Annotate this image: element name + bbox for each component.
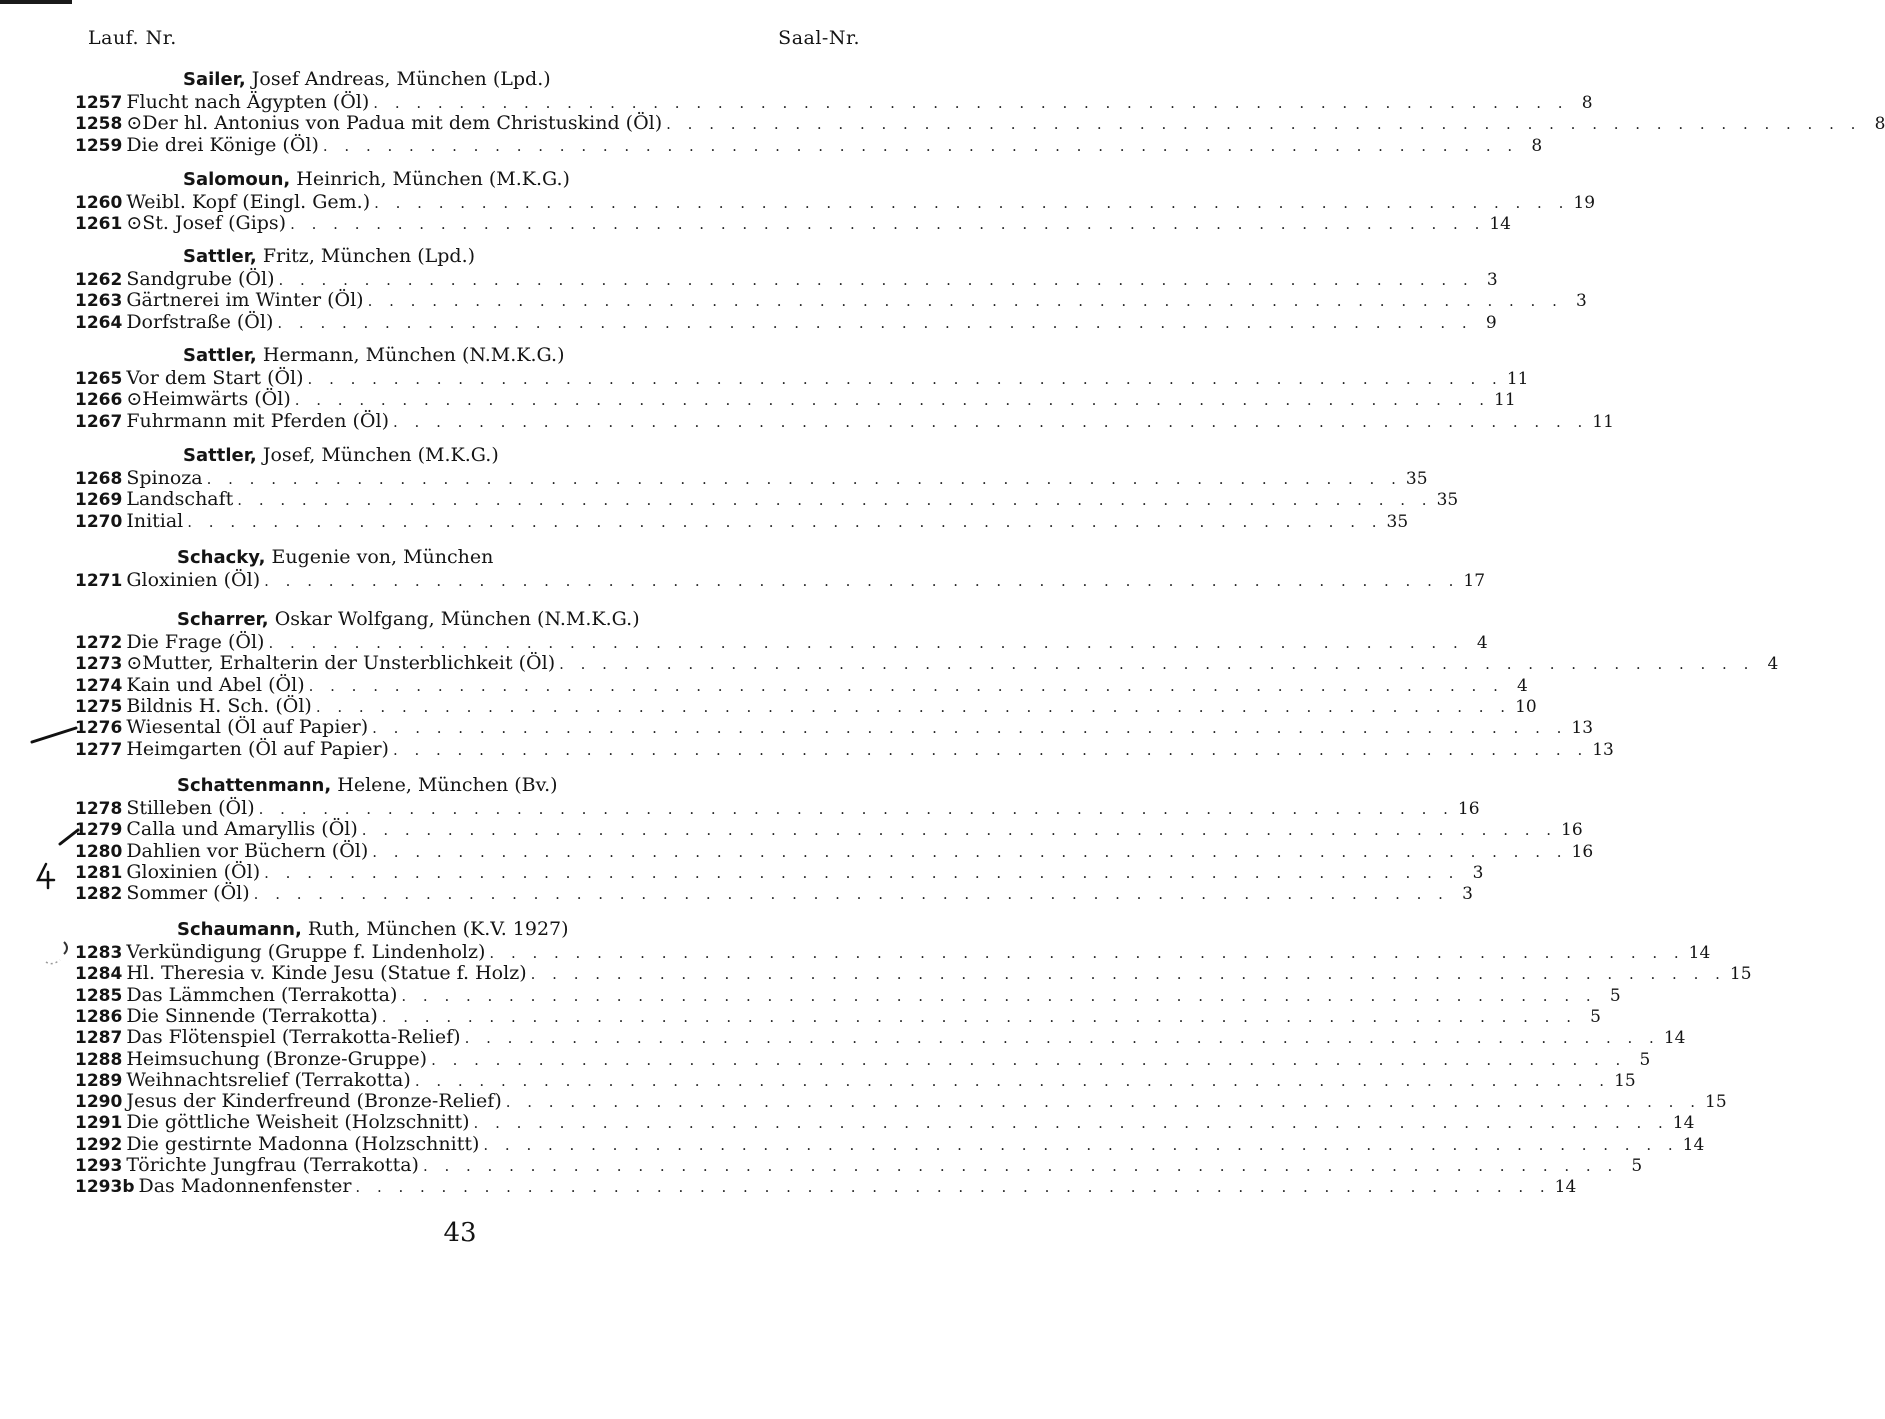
room-number: 13	[1592, 740, 1614, 760]
entry-title: Flucht nach Ägypten (Öl)	[126, 91, 370, 113]
entry-title: Heimsuchung (Bronze-Gruppe)	[126, 1048, 428, 1070]
entry-number: 1274	[75, 676, 123, 696]
entry-number: 1262	[75, 270, 123, 290]
entry-title: Törichte Jungfrau (Terrakotta)	[126, 1154, 419, 1176]
entry-title: Weibl. Kopf (Eingl. Gem.)	[126, 191, 371, 213]
room-number: 5	[1609, 986, 1621, 1006]
entry-title: Die gestirnte Madonna (Holzschnitt)	[126, 1133, 480, 1155]
room-number: 14	[1682, 1135, 1705, 1155]
entry-title: Wiesental (Öl auf Papier)	[126, 716, 369, 738]
entry-title: Dorfstraße (Öl)	[126, 311, 274, 333]
artist-name: Sailer,	[183, 69, 246, 90]
catalog-entry	[75, 367, 1529, 389]
dot-leader: . . . . . . . . . . . . . . . . . . . . . . . . . . . . . . . . . . . . . . . . . . . . . . . . . . . . . . . .	[355, 1178, 1551, 1196]
entry-number: 1273	[75, 654, 123, 674]
catalog-entry	[75, 112, 1885, 134]
dot-leader: . . . . . . . . . . . . . . . . . . . . . . . . . . . . . . . . . . . . . . . . . . . . . . . . . . . . . . . .	[393, 413, 1589, 431]
room-number: 14	[1688, 943, 1711, 963]
entry-title: Hl. Theresia v. Kinde Jesu (Statue f. Holz)	[126, 962, 527, 984]
catalog-entry	[75, 91, 1593, 113]
entry-number: 1287	[75, 1028, 123, 1048]
dot-leader: . . . . . . . . . . . . . . . . . . . . . . . . . . . . . . . . . . . . . . . . . . . . . . . . . . . . . . . .	[237, 491, 1433, 509]
catalog-entry	[75, 840, 1594, 862]
room-number: 3	[1486, 270, 1498, 290]
room-number: 35	[1405, 469, 1428, 489]
entry-number: 1293	[75, 1156, 123, 1176]
entry-title: ⊙Mutter, Erhalterin der Unsterblichkeit (Öl)	[126, 652, 556, 674]
entry-title: Gloxinien (Öl)	[126, 569, 261, 591]
entry-number: 1285	[75, 986, 123, 1006]
dot-leader: . . . . . . . . . . . . . . . . . . . . . . . . . . . . . . . . . . . . . . . . . . . . . . . . . . . . . . . .	[187, 513, 1383, 531]
catalog-entry	[75, 410, 1614, 432]
artist-name: Sattler,	[183, 445, 257, 466]
room-number: 11	[1592, 412, 1614, 432]
dot-leader: . . . . . . . . . . . . . . . . . . . . . . . . . . . . . . . . . . . . . . . . . . . . . . . . . . . . . . . .	[264, 572, 1460, 590]
dot-leader: . . . . . . . . . . . . . . . . . . . . . . . . . . . . . . . . . . . . . . . . . . . . . . . . . . . . . . . .	[315, 698, 1512, 716]
dot-leader: . . . . . . . . . . . . . . . . . . . . . . . . . . . . . . . . . . . . . . . . . . . . . . . . . . . . . . . .	[258, 800, 1454, 818]
room-number: 5	[1639, 1050, 1651, 1070]
dot-leader: . . . . . . . . . . . . . . . . . . . . . . . . . . . . . . . . . . . . . . . . . . . . . . . . . . . . . . . .	[422, 1157, 1619, 1175]
dot-leader: . . . . . . . . . . . . . . . . . . . . . . . . . . . . . . . . . . . . . . . . . . . . . . . . . . . . . . . .	[264, 864, 1460, 882]
room-number: 14	[1672, 1113, 1695, 1133]
catalog-entry	[75, 674, 1528, 696]
room-number: 3	[1472, 863, 1484, 883]
dot-leader: . . . . . . . . . . . . . . . . . . . . . . . . . . . . . . . . . . . . . . . . . . . . . . . . . . . . . . . .	[483, 1136, 1679, 1154]
room-number: 16	[1571, 842, 1594, 862]
catalog-entry	[75, 631, 1488, 653]
catalog-entry	[75, 388, 1516, 410]
entry-number: 1267	[75, 412, 123, 432]
pencil-mark-1283	[42, 940, 72, 970]
catalog-entry	[75, 941, 1711, 963]
entry-number: 1257	[75, 93, 123, 113]
column-header-lauf-nr: Lauf. Nr.	[88, 27, 177, 49]
entry-title: ⊙St. Josef (Gips)	[126, 212, 287, 234]
entry-title: Weihnachtsrelief (Terrakotta)	[126, 1069, 411, 1091]
catalog-entry	[75, 1175, 1577, 1197]
entry-number: 1270	[75, 512, 123, 532]
dot-leader: . . . . . . . . . . . . . . . . . . . . . . . . . . . . . . . . . . . . . . . . . . . . . . . . . . . . . . . .	[414, 1072, 1611, 1090]
catalog-entry	[75, 716, 1594, 738]
room-number: 13	[1571, 718, 1594, 738]
entry-title: ⊙Heimwärts (Öl)	[126, 388, 291, 410]
artist-info: Hermann, München (N.M.K.G.)	[262, 344, 565, 366]
entry-number: 1292	[75, 1135, 123, 1155]
entry-number: 1293b	[75, 1177, 135, 1197]
catalog-entry	[75, 1005, 1601, 1027]
dot-leader: . . . . . . . . . . . . . . . . . . . . . . . . . . . . . . . . . . . . . . . . . . . . . . . . . . . . . . . .	[372, 843, 1568, 861]
entry-title: Calla und Amaryllis (Öl)	[126, 818, 358, 840]
entry-number: 1272	[75, 633, 123, 653]
dot-leader: . . . . . . . . . . . . . . . . . . . . . . . . . . . . . . . . . . . . . . . . . . . . . . . . . . . . . . . .	[473, 1114, 1669, 1132]
entry-number: 1264	[75, 313, 123, 333]
catalog-entry	[75, 1069, 1636, 1091]
catalog-entry	[75, 797, 1480, 819]
artist-info: Josef Andreas, München (Lpd.)	[251, 68, 551, 90]
catalog-entry	[75, 818, 1583, 840]
entry-number: 1289	[75, 1071, 123, 1091]
catalog-entry	[75, 652, 1779, 674]
artist-heading	[177, 918, 569, 940]
catalog-entry	[75, 191, 1596, 213]
artist-name: Sattler,	[183, 345, 257, 366]
artist-info: Heinrich, München (M.K.G.)	[296, 168, 570, 190]
room-number: 3	[1462, 884, 1473, 904]
page-number: 43	[443, 1218, 477, 1248]
entry-number: 1261	[75, 214, 123, 234]
entry-title: Stilleben (Öl)	[126, 797, 255, 819]
room-number: 35	[1386, 512, 1409, 532]
catalog-entry	[75, 311, 1497, 333]
room-number: 15	[1729, 964, 1752, 984]
entry-number: 1282	[75, 884, 123, 904]
room-number: 10	[1515, 697, 1537, 717]
entry-title: Vor dem Start (Öl)	[126, 367, 304, 389]
entry-title: Die Frage (Öl)	[126, 631, 265, 653]
entry-number: 1279	[75, 820, 123, 840]
artist-heading	[177, 546, 493, 568]
entry-number: 1278	[75, 799, 123, 819]
catalog-entry	[75, 882, 1473, 904]
entry-number: 1259	[75, 136, 123, 156]
artist-name: Sattler,	[183, 246, 257, 267]
entry-number: 1283	[75, 943, 123, 963]
pencil-mark-1279	[58, 826, 82, 848]
entry-number: 1269	[75, 490, 123, 510]
dot-leader: . . . . . . . . . . . . . . . . . . . . . . . . . . . . . . . . . . . . . . . . . . . . . . . . . . . . . . . .	[489, 944, 1685, 962]
entry-title: Gärtnerei im Winter (Öl)	[126, 289, 364, 311]
catalog-entry	[75, 984, 1621, 1006]
entry-number: 1268	[75, 469, 123, 489]
entry-number: 1266	[75, 390, 123, 410]
artist-info: Fritz, München (Lpd.)	[262, 245, 476, 267]
entry-title: Heimgarten (Öl auf Papier)	[126, 738, 389, 760]
catalog-entry	[75, 510, 1409, 532]
artist-heading	[183, 245, 475, 267]
artist-info: Ruth, München (K.V. 1927)	[307, 918, 569, 940]
entry-title: Gloxinien (Öl)	[126, 861, 261, 883]
room-number: 4	[1767, 654, 1779, 674]
dot-leader: . . . . . . . . . . . . . . . . . . . . . . . . . . . . . . . . . . . . . . . . . . . . . . . . . . . . . . . .	[401, 987, 1597, 1005]
artist-name: Schacky,	[177, 547, 266, 568]
dot-leader: . . . . . . . . . . . . . . . . . . . . . . . . . . . . . . . . . . . . . . . . . . . . . . . . . . . . . . . .	[559, 655, 1755, 673]
catalog-entry	[75, 1111, 1695, 1133]
dot-leader: . . . . . . . . . . . . . . . . . . . . . . . . . . . . . . . . . . . . . . . . . . . . . . . . . . . . . . . .	[294, 391, 1490, 409]
artist-name: Schaumann,	[177, 919, 302, 940]
artist-name: Salomoun,	[183, 169, 291, 190]
catalog-entry	[75, 962, 1752, 984]
entry-number: 1280	[75, 842, 123, 862]
catalog-entry	[75, 1048, 1651, 1070]
entry-number: 1277	[75, 740, 123, 760]
dot-leader: . . . . . . . . . . . . . . . . . . . . . . . . . . . . . . . . . . . . . . . . . . . . . . . . . . . . . . . .	[278, 271, 1474, 289]
artist-info: Helene, München (Bv.)	[337, 774, 558, 796]
room-number: 17	[1463, 571, 1486, 591]
dot-leader: . . . . . . . . . . . . . . . . . . . . . . . . . . . . . . . . . . . . . . . . . . . . . . . . . . . . . . . .	[505, 1093, 1701, 1111]
catalog-entry	[75, 738, 1614, 760]
dot-leader: . . . . . . . . . . . . . . . . . . . . . . . . . . . . . . . . . . . . . . . . . . . . . . . . . . . . . . . .	[373, 94, 1569, 112]
dot-leader: . . . . . . . . . . . . . . . . . . . . . . . . . . . . . . . . . . . . . . . . . . . . . . . . . . . . . . . .	[367, 292, 1563, 310]
catalog-entry	[75, 1133, 1705, 1155]
dot-leader: . . . . . . . . . . . . . . . . . . . . . . . . . . . . . . . . . . . . . . . . . . . . . . . . . . . . . . . .	[530, 965, 1726, 983]
room-number: 5	[1590, 1007, 1601, 1027]
room-number: 14	[1663, 1028, 1686, 1048]
room-number: 8	[1581, 93, 1593, 113]
artist-heading	[183, 68, 551, 90]
dot-leader: . . . . . . . . . . . . . . . . . . . . . . . . . . . . . . . . . . . . . . . . . . . . . . . . . . . . . . . .	[381, 1008, 1577, 1026]
dot-leader: . . . . . . . . . . . . . . . . . . . . . . . . . . . . . . . . . . . . . . . . . . . . . . . . . . . . . . . .	[372, 719, 1568, 737]
dot-leader: . . . . . . . . . . . . . . . . . . . . . . . . . . . . . . . . . . . . . . . . . . . . . . . . . . . . . . . .	[290, 215, 1486, 233]
artist-heading	[183, 444, 499, 466]
dot-leader: . . . . . . . . . . . . . . . . . . . . . . . . . . . . . . . . . . . . . . . . . . . . . . . . . . . . . . . .	[277, 314, 1473, 332]
dot-leader: . . . . . . . . . . . . . . . . . . . . . . . . . . . . . . . . . . . . . . . . . . . . . . . . . . . . . . . .	[361, 821, 1558, 839]
catalog-entry	[75, 134, 1543, 156]
artist-info: Eugenie von, München	[271, 546, 494, 568]
artist-heading	[183, 168, 570, 190]
entry-number: 1288	[75, 1050, 123, 1070]
entry-title: Jesus der Kinderfreund (Bronze-Relief)	[126, 1090, 502, 1112]
room-number: 14	[1489, 214, 1511, 234]
entry-number: 1271	[75, 571, 123, 591]
artist-heading	[183, 344, 565, 366]
catalog-entry	[75, 861, 1484, 883]
dot-leader: . . . . . . . . . . . . . . . . . . . . . . . . . . . . . . . . . . . . . . . . . . . . . . . . . . . . . . . .	[268, 634, 1464, 652]
entry-title: Das Lämmchen (Terrakotta)	[126, 984, 398, 1006]
artist-info: Oskar Wolfgang, München (N.M.K.G.)	[274, 608, 640, 630]
room-number: 8	[1531, 136, 1543, 156]
pencil-mark-1281	[32, 862, 58, 890]
catalog-entry	[75, 695, 1537, 717]
dot-leader: . . . . . . . . . . . . . . . . . . . . . . . . . . . . . . . . . . . . . . . . . . . . . . . . . . . . . . . .	[374, 194, 1570, 212]
room-number: 16	[1561, 820, 1583, 840]
entry-number: 1291	[75, 1113, 123, 1133]
entry-number: 1263	[75, 291, 123, 311]
pencil-mark-1276	[28, 722, 80, 746]
room-number: 16	[1457, 799, 1480, 819]
dot-leader: . . . . . . . . . . . . . . . . . . . . . . . . . . . . . . . . . . . . . . . . . . . . . . . . . . . . . . . .	[464, 1029, 1660, 1047]
room-number: 4	[1517, 676, 1528, 696]
catalog-entry	[75, 1026, 1686, 1048]
room-number: 15	[1614, 1071, 1636, 1091]
catalog-entry	[75, 488, 1459, 510]
dot-leader: . . . . . . . . . . . . . . . . . . . . . . . . . . . . . . . . . . . . . . . . . . . . . . . . . . . . . . . .	[307, 370, 1503, 388]
catalog-entry	[75, 569, 1486, 591]
entry-title: Spinoza	[126, 467, 203, 489]
room-number: 9	[1485, 313, 1497, 333]
entry-title: Verkündigung (Gruppe f. Lindenholz)	[126, 941, 486, 963]
entry-number: 1265	[75, 369, 123, 389]
entry-title: Die Sinnende (Terrakotta)	[126, 1005, 378, 1027]
room-number: 19	[1573, 193, 1596, 213]
entry-title: ⊙Der hl. Antonius von Padua mit dem Christuskind (Öl)	[126, 112, 663, 134]
artist-name: Schattenmann,	[177, 775, 332, 796]
entry-title: Dahlien vor Büchern (Öl)	[126, 840, 369, 862]
room-number: 4	[1476, 633, 1488, 653]
catalog-entry	[75, 1090, 1727, 1112]
entry-title: Kain und Abel (Öl)	[126, 674, 305, 696]
catalog-entry	[75, 212, 1511, 234]
entry-number: 1258	[75, 114, 123, 134]
room-number: 11	[1494, 390, 1516, 410]
entry-number: 1284	[75, 964, 123, 984]
room-number: 15	[1705, 1092, 1727, 1112]
room-number: 8	[1874, 114, 1885, 134]
entry-number: 1260	[75, 193, 123, 213]
scan-edge-line	[0, 0, 72, 4]
catalog-entry	[75, 268, 1498, 290]
dot-leader: . . . . . . . . . . . . . . . . . . . . . . . . . . . . . . . . . . . . . . . . . . . . . . . . . . . . . . . .	[431, 1051, 1627, 1069]
catalog-entry	[75, 467, 1428, 489]
entry-title: Die drei Könige (Öl)	[126, 134, 319, 156]
dot-leader: . . . . . . . . . . . . . . . . . . . . . . . . . . . . . . . . . . . . . . . . . . . . . . . . . . . . . . . .	[308, 677, 1504, 695]
entry-number: 1286	[75, 1007, 123, 1027]
entry-title: Landschaft	[126, 488, 234, 510]
room-number: 14	[1554, 1177, 1577, 1197]
entry-title: Das Madonnenfenster	[138, 1175, 352, 1197]
room-number: 35	[1436, 490, 1459, 510]
room-number: 11	[1506, 369, 1529, 389]
entry-number: 1281	[75, 863, 123, 883]
dot-leader: . . . . . . . . . . . . . . . . . . . . . . . . . . . . . . . . . . . . . . . . . . . . . . . . . . . . . . . .	[666, 115, 1862, 133]
catalog-entry	[75, 1154, 1643, 1176]
entry-title: Bildnis H. Sch. (Öl)	[126, 695, 312, 717]
entry-title: Sommer (Öl)	[126, 882, 250, 904]
entry-number: 1275	[75, 697, 123, 717]
entry-number: 1290	[75, 1092, 123, 1112]
entry-title: Sandgrube (Öl)	[126, 268, 275, 290]
dot-leader: . . . . . . . . . . . . . . . . . . . . . . . . . . . . . . . . . . . . . . . . . . . . . . . . . . . . . . . .	[206, 470, 1402, 488]
entry-number: 1276	[75, 718, 123, 738]
dot-leader: . . . . . . . . . . . . . . . . . . . . . . . . . . . . . . . . . . . . . . . . . . . . . . . . . . . . . . . .	[392, 741, 1589, 759]
room-number: 5	[1631, 1156, 1643, 1176]
column-header-saal-nr: Saal-Nr.	[778, 27, 860, 49]
artist-heading	[177, 608, 640, 630]
artist-info: Josef, München (M.K.G.)	[262, 444, 499, 466]
artist-name: Scharrer,	[177, 609, 269, 630]
dot-leader: . . . . . . . . . . . . . . . . . . . . . . . . . . . . . . . . . . . . . . . . . . . . . . . . . . . . . . . .	[322, 137, 1519, 155]
entry-title: Das Flötenspiel (Terrakotta-Relief)	[126, 1026, 461, 1048]
artist-heading	[177, 774, 558, 796]
room-number: 3	[1576, 291, 1587, 311]
catalog-entry	[75, 289, 1587, 311]
entry-title: Initial	[126, 510, 184, 532]
entry-title: Fuhrmann mit Pferden (Öl)	[126, 410, 389, 432]
dot-leader: . . . . . . . . . . . . . . . . . . . . . . . . . . . . . . . . . . . . . . . . . . . . . . . . . . . . . . . .	[253, 885, 1449, 903]
entry-title: Die göttliche Weisheit (Holzschnitt)	[126, 1111, 470, 1133]
